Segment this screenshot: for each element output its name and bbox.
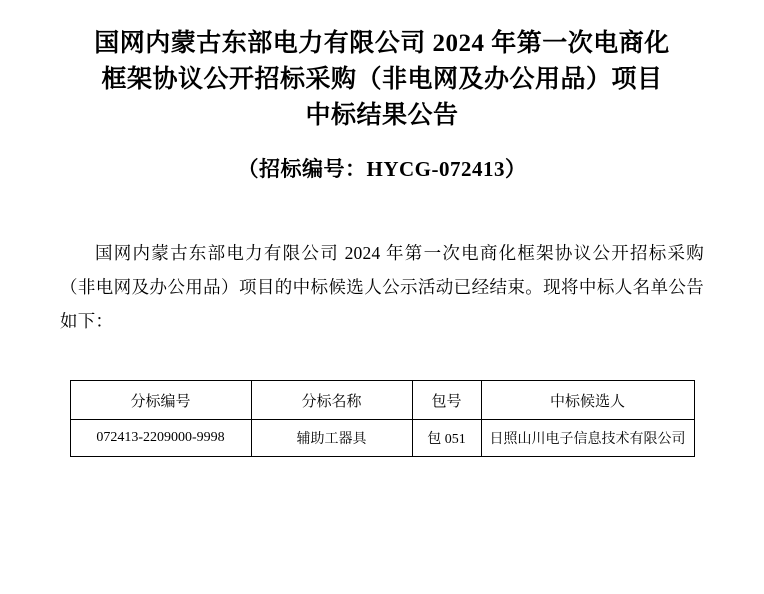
page-title — [60, 0, 704, 134]
column-header-package-number: 包号 — [412, 381, 481, 420]
table-header — [70, 381, 694, 420]
table-header-row — [70, 381, 694, 420]
cell-winning-candidate: 日照山川电子信息技术有限公司 — [481, 420, 694, 457]
column-header-lot-name: 分标名称 — [251, 381, 412, 420]
table-body — [70, 420, 694, 457]
result-table-wrapper — [60, 338, 704, 457]
table-row — [70, 420, 694, 457]
body-paragraph: 国网内蒙古东部电力有限公司 2024 年第一次电商化框架协议公开招标采购（非电网及办公用品）项目的中标候选人公示活动已经结束。现将中标人名单公告如下： — [60, 243, 704, 331]
cell-package-number: 包 051 — [412, 420, 481, 457]
cell-lot-name: 辅助工器具 — [251, 420, 412, 457]
page-title-line-3: 中标结果公告 — [305, 102, 459, 129]
column-header-lot-number: 分标编号 — [70, 381, 251, 420]
tender-number-subtitle: （招标编号：HYCG-072413） — [237, 157, 527, 181]
column-header-winning-candidate: 中标候选人 — [481, 381, 694, 420]
page-title-line-2: 框架协议公开招标采购（非电网及办公用品）项目 — [101, 66, 663, 93]
page-title-line-1: 国网内蒙古东部电力有限公司 2024 年第一次电商化 — [94, 30, 670, 57]
cell-lot-number: 072413-2209000-9998 — [70, 420, 251, 457]
bid-result-table — [70, 380, 695, 457]
